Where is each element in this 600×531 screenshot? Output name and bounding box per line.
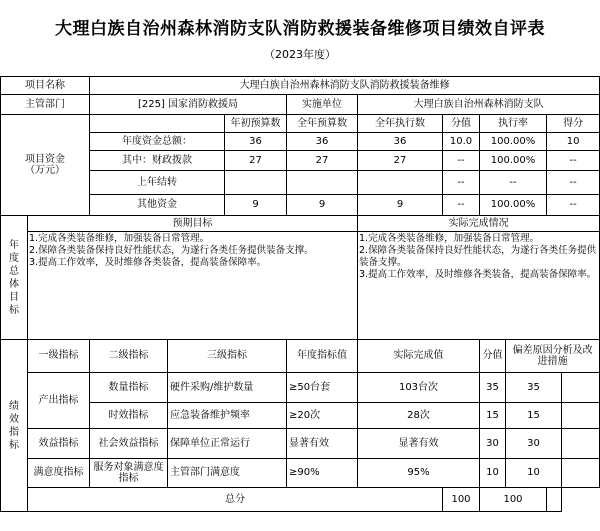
funds-cell: 9 — [358, 195, 443, 216]
funds-cell — [358, 171, 443, 195]
ind-score: 15 — [480, 403, 506, 429]
ind-l2: 时效指标 — [90, 403, 168, 429]
actual-goal-line: 1.完成各类装备维修，加强装备日常管理。 — [359, 233, 540, 244]
ind-got: 15 — [506, 403, 562, 429]
funds-cell: -- — [443, 195, 480, 216]
project-name-value: 大理白族自治州森林消防支队消防救援装备维修 — [90, 77, 600, 95]
funds-row-name: 其他资金 — [90, 195, 225, 216]
funds-cell: 27 — [287, 151, 358, 171]
dept-value: [225] 国家消防救援局 — [90, 95, 287, 115]
funds-header-blank — [90, 115, 225, 133]
expected-goal-header: 预期目标 — [28, 216, 357, 232]
ind-score: 35 — [480, 373, 506, 403]
funds-cell: -- — [547, 151, 600, 171]
ind-l1: 效益指标 — [28, 429, 90, 459]
project-name-label: 项目名称 — [1, 77, 90, 95]
ind-l2: 服务对象满意度指标 — [90, 459, 168, 488]
annual-goal-row — [1, 216, 600, 340]
evaluation-table — [0, 76, 600, 512]
ind-col-target: 年度指标值 — [287, 340, 358, 373]
ind-l1: 满意度指标 — [28, 459, 90, 488]
actual-goal-cell — [358, 216, 600, 340]
ind-l1: 产出指标 — [28, 373, 90, 429]
funds-row-fiscal — [1, 151, 600, 171]
annual-goal-label: 年度总体目标 — [1, 216, 28, 340]
funds-cell: 36 — [287, 133, 358, 151]
funds-row-name: 年度资金总额： — [90, 133, 225, 151]
impl-value: 大理白族自治州森林消防支队 — [358, 95, 600, 115]
funds-cell: 10.0 — [443, 133, 480, 151]
funds-cell: -- — [480, 171, 547, 195]
expected-goal-line: 2.保障各类装备保持良好性能状态，为遂行各类任务提供装备支撑。 — [29, 245, 314, 256]
ind-l3: 保障单位正常运行 — [168, 429, 287, 459]
expected-goal-text — [28, 232, 357, 338]
funds-col-rate: 执行率 — [480, 115, 547, 133]
funds-cell: -- — [547, 195, 600, 216]
ind-l3: 主管部门满意度 — [168, 459, 287, 488]
ind-got: 10 — [506, 459, 562, 488]
total-score: 100 — [443, 488, 480, 512]
page-title: 大理白族自治州森林消防支队消防救援装备维修项目绩效自评表 — [55, 19, 545, 39]
funds-cell: 36 — [358, 133, 443, 151]
ind-col-note: 偏差原因分析及改进措施 — [506, 340, 600, 373]
funds-col-got: 得分 — [547, 115, 600, 133]
ind-actual: 103台次 — [358, 373, 480, 403]
ind-actual: 显著有效 — [358, 429, 480, 459]
funds-cell: 10 — [547, 133, 600, 151]
funds-row-total — [1, 133, 600, 151]
funds-col-annual: 全年预算数 — [287, 115, 358, 133]
funds-cell — [287, 171, 358, 195]
actual-goal-text — [358, 232, 599, 338]
ind-l2: 社会效益指标 — [90, 429, 168, 459]
expected-goal-line: 3.提高工作效率，及时维修各类装备，提高装备保障率。 — [29, 257, 267, 268]
indicator-row — [1, 429, 600, 459]
funds-cell — [225, 171, 287, 195]
total-note — [547, 488, 562, 512]
funds-cell: 100.00% — [480, 133, 547, 151]
funds-cell: 27 — [358, 151, 443, 171]
ind-col-l3: 三级指标 — [168, 340, 287, 373]
funds-cell: 100.00% — [480, 151, 547, 171]
ind-actual: 95% — [358, 459, 480, 488]
ind-got: 30 — [506, 429, 562, 459]
ind-col-l2: 二级指标 — [90, 340, 168, 373]
funds-cell: 100.00% — [480, 195, 547, 216]
total-label: 总分 — [28, 488, 443, 512]
impl-label: 实施单位 — [287, 95, 358, 115]
funds-row-other — [1, 195, 600, 216]
funds-col-initial: 年初预算数 — [225, 115, 287, 133]
ind-l3: 硬件采购/维护数量 — [168, 373, 287, 403]
ind-target: ≥50台套 — [287, 373, 358, 403]
department-row — [1, 95, 600, 115]
funds-cell: -- — [547, 171, 600, 195]
actual-goal-header: 实际完成情况 — [358, 216, 599, 232]
funds-cell: 9 — [225, 195, 287, 216]
indicator-row — [1, 403, 600, 429]
funds-cell: -- — [443, 171, 480, 195]
funds-row-name: 上年结转 — [90, 171, 225, 195]
ind-actual: 28次 — [358, 403, 480, 429]
ind-note — [562, 373, 600, 403]
ind-got: 35 — [506, 373, 562, 403]
ind-l2: 数量指标 — [90, 373, 168, 403]
ind-l3: 应急装备维护频率 — [168, 403, 287, 429]
funds-cell: 9 — [287, 195, 358, 216]
ind-score: 10 — [480, 459, 506, 488]
funds-row-carryover — [1, 171, 600, 195]
expected-goal-line: 1.完成各类装备维修，加强装备日常管理。 — [29, 233, 210, 244]
actual-goal-line: 2.保障各类装备保持良好性能状态，为遂行各类任务提供装备支撑。 — [359, 245, 597, 268]
indicator-row — [1, 459, 600, 488]
ind-col-score: 分值 — [480, 340, 506, 373]
funds-row-name: 其中：财政拨款 — [90, 151, 225, 171]
funds-header-row — [1, 115, 600, 133]
ind-target: ≥90% — [287, 459, 358, 488]
indicators-label: 绩效指标 — [1, 340, 28, 512]
funds-col-score: 分值 — [443, 115, 480, 133]
expected-goal-cell — [28, 216, 358, 340]
funds-cell: 27 — [225, 151, 287, 171]
ind-note — [562, 429, 600, 459]
funds-label — [1, 115, 90, 216]
actual-goal-line: 3.提高工作效率，及时维修各类装备，提高装备保障率。 — [359, 269, 597, 280]
page-subtitle: （2023年度） — [264, 48, 336, 61]
ind-score: 30 — [480, 429, 506, 459]
funds-col-executed: 全年执行数 — [358, 115, 443, 133]
funds-label-text: 项目资金 （万元） — [25, 153, 65, 176]
ind-col-actual: 实际完成值 — [358, 340, 480, 373]
indicator-header-row — [1, 340, 600, 373]
ind-note — [562, 459, 600, 488]
total-got: 100 — [480, 488, 547, 512]
ind-target: 显著有效 — [287, 429, 358, 459]
total-row — [1, 488, 600, 512]
project-name-row — [1, 77, 600, 95]
dept-label: 主管部门 — [1, 95, 90, 115]
ind-note — [562, 403, 600, 429]
indicator-row — [1, 373, 600, 403]
funds-cell: 36 — [225, 133, 287, 151]
ind-col-l1: 一级指标 — [28, 340, 90, 373]
funds-cell: -- — [443, 151, 480, 171]
ind-target: ≥20次 — [287, 403, 358, 429]
